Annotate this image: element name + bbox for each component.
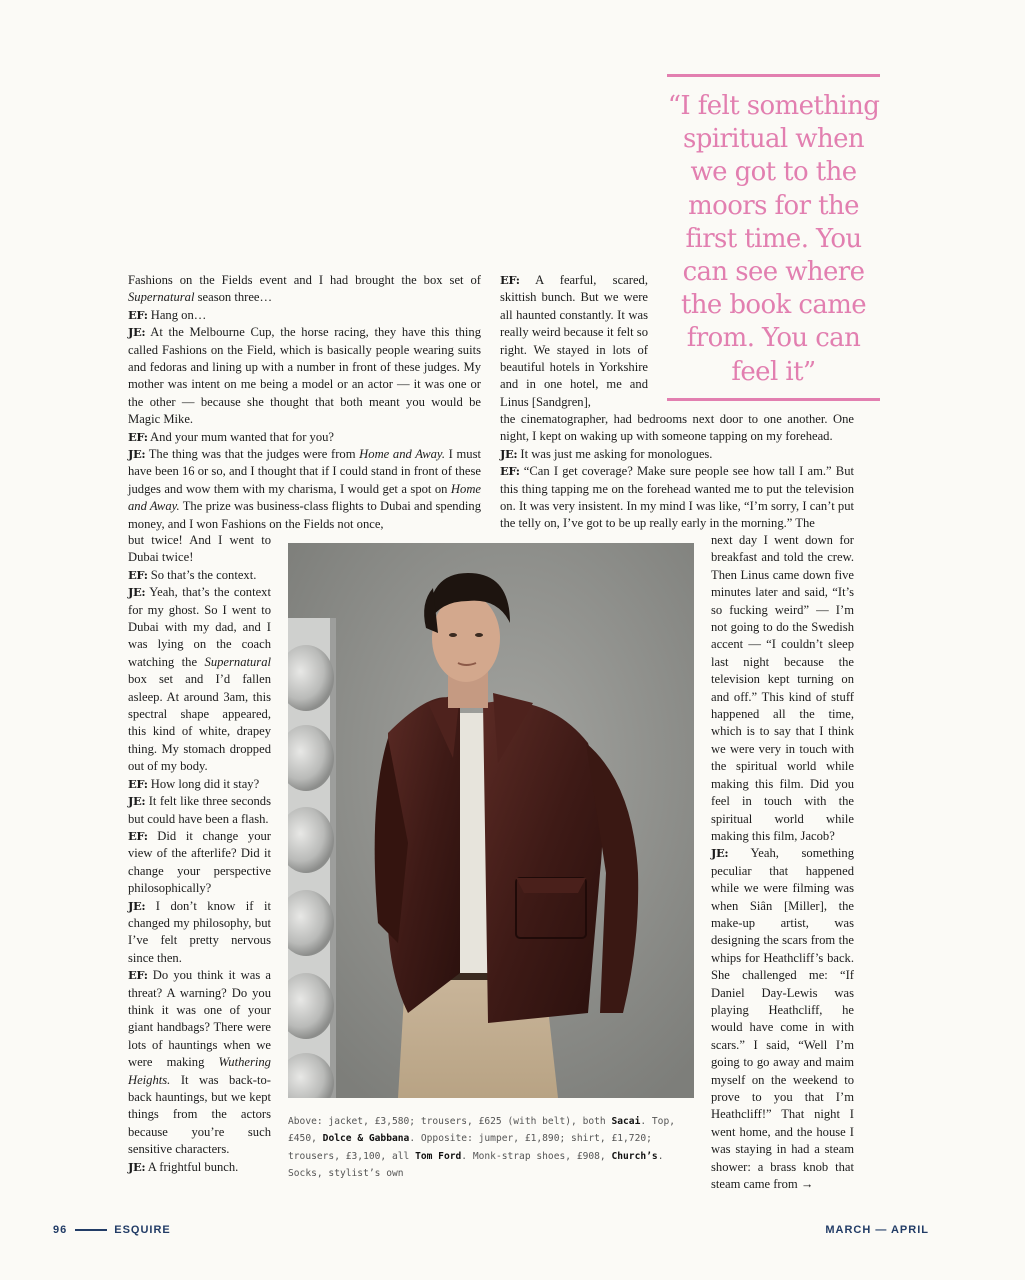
article-column-right-bottom — [711, 532, 854, 1193]
footer-rule — [75, 1229, 107, 1231]
photo-caption: Above: jacket, £3,580; trousers, £625 (with belt), both Sacai. Top, £450, Dolce & Gabbana. Opposite: jumper, £1,890; shirt, £1,720; trousers, £3,100, all Tom Ford. Monk-strap shoes, £908, Church’s. Socks, stylist’s own — [288, 1116, 676, 1180]
paragraph: EF: Did it change your view of the afterlife? Did it change your perspective philosophically? — [128, 828, 271, 896]
portrait-photo — [288, 543, 694, 1098]
speaker-ef: EF: — [128, 828, 148, 843]
paragraph: EF: So that’s the context. — [128, 567, 257, 582]
speaker-ef: EF: — [128, 429, 148, 444]
paragraph: JE: Yeah, something peculiar that happened while we were filming was when Siân [Miller], the make-up artist, was designing the scars from the whips for Heathcliff’s back. She challenged me: “If Daniel Day-Lewis was playing Heathcliff, he would have come in with scars.” I said, “Well I’m going to go away and maim myself on the weekend to prove to you that I’m Heathcliff!” That night I went home, and the house I was staying in had a steam shower: a brass knob that steam came from → — [711, 846, 854, 1192]
paragraph: the cinematographer, had bedrooms next door to one another. One night, I kept on waking up with someone tapping on my forehead. — [500, 412, 854, 444]
paragraph: EF: “Can I get coverage? Make sure people see how tall I am.” But this thing tapping me on the forehead wanted me to put the television on. It was very insistent. In my mind I was like, “I’m sorry, I can’t put the telly on, I’ve got to be up really early in the morning.” The — [500, 464, 854, 531]
article-column-left-top — [128, 272, 481, 533]
paragraph: Fashions on the Fields event and I had brought the box set of Supernatural season three… — [128, 273, 481, 305]
paragraph: JE: At the Melbourne Cup, the horse racing, they have this thing called Fashions on the Field, which is basically people wearing suits and fedoras and lining up with a number in front of these judges. My mother was intent on me being a model or an actor — it was one or the other — because she thought that both meant you would be Magic Mike. — [128, 325, 481, 427]
paragraph: EF: How long did it stay? — [128, 776, 260, 791]
speaker-je: JE: — [500, 446, 518, 461]
article-column-mid-wide — [500, 411, 854, 533]
paragraph: JE: It felt like three seconds but could have been a flash. — [128, 794, 271, 826]
paragraph: EF: Do you think it was a threat? A warning? Do you think it was one of your giant handbags? There were lots of hauntings when we were making Wuthering Heights. It was back-to-back hauntings, but we kept things from the actors because you’re such sensitive characters. — [128, 968, 271, 1157]
paragraph: EF: And your mum wanted that for you? — [128, 429, 335, 444]
speaker-ef: EF: — [128, 968, 148, 983]
speaker-ef: EF: — [128, 307, 148, 322]
speaker-je: JE: — [128, 325, 146, 340]
paragraph: JE: A frightful bunch. — [128, 1159, 239, 1174]
speaker-ef: EF: — [128, 567, 148, 582]
paragraph: but twice! And I went to Dubai twice! — [128, 533, 271, 565]
paragraph: EF: A fearful, scared, skittish bunch. But we were all haunted constantly. It was really weird because it felt so right. We stayed in lots of beautiful hotels in Yorkshire and in one hotel, me and Linus [Sandgren], — [500, 273, 648, 409]
speaker-ef: EF: — [500, 464, 520, 479]
paragraph: JE: I don’t know if it changed my philosophy, but I’ve felt pretty nervous since then. — [128, 898, 271, 965]
issue-date: MARCH — APRIL — [825, 1224, 929, 1236]
paragraph: JE: The thing was that the judges were from Home and Away. I must have been 16 or so, and I thought that if I could stand in front of these judges and wow them with my charisma, I would get a spot on Home and Away. The prize was business-class flights to Dubai and spending money, and I won Fashions on the Fields not once, — [128, 447, 482, 531]
footer-left — [53, 1224, 171, 1236]
magazine-name: ESQUIRE — [114, 1224, 171, 1236]
article-column-mid-top — [500, 272, 648, 411]
pull-quote: “I felt something spiritual when we got to the moors for the first time. You can see where the book came from. You can feel it” — [667, 74, 880, 401]
speaker-je: JE: — [128, 898, 146, 913]
article-column-left-bottom — [128, 532, 271, 1176]
speaker-je: JE: — [128, 585, 146, 600]
speaker-je: JE: — [128, 1159, 146, 1174]
speaker-je: JE: — [128, 794, 146, 809]
speaker-je: JE: — [128, 447, 146, 462]
page-number: 96 — [53, 1224, 68, 1236]
paragraph: JE: Yeah, that’s the context for my ghost. So I went to Dubai with my dad, and I was lying on the coach watching the Supernatural box set and I’d fallen asleep. At around 3am, this spectral shape appeared, this kind of white, drapey thing. My stomach dropped out of my body. — [128, 585, 271, 774]
speaker-je: JE: — [711, 846, 729, 861]
speaker-ef: EF: — [128, 776, 148, 791]
paragraph: JE: It was just me asking for monologues. — [500, 446, 713, 461]
speaker-ef: EF: — [500, 273, 520, 287]
paragraph: EF: Hang on… — [128, 307, 207, 322]
paragraph: next day I went down for breakfast and told the crew. Then Linus came down five minutes later and said, “It’s so fucking weird” — I’m not going to do the Swedish accent — “I couldn’t sleep last night because the television kept turning on and off.” This kind of stuff happened all the time, which is to say that I think we were very in touch with the spiritual world while making this film. Did you feel in touch with the spiritual world while making this film, Jacob? — [711, 533, 854, 843]
